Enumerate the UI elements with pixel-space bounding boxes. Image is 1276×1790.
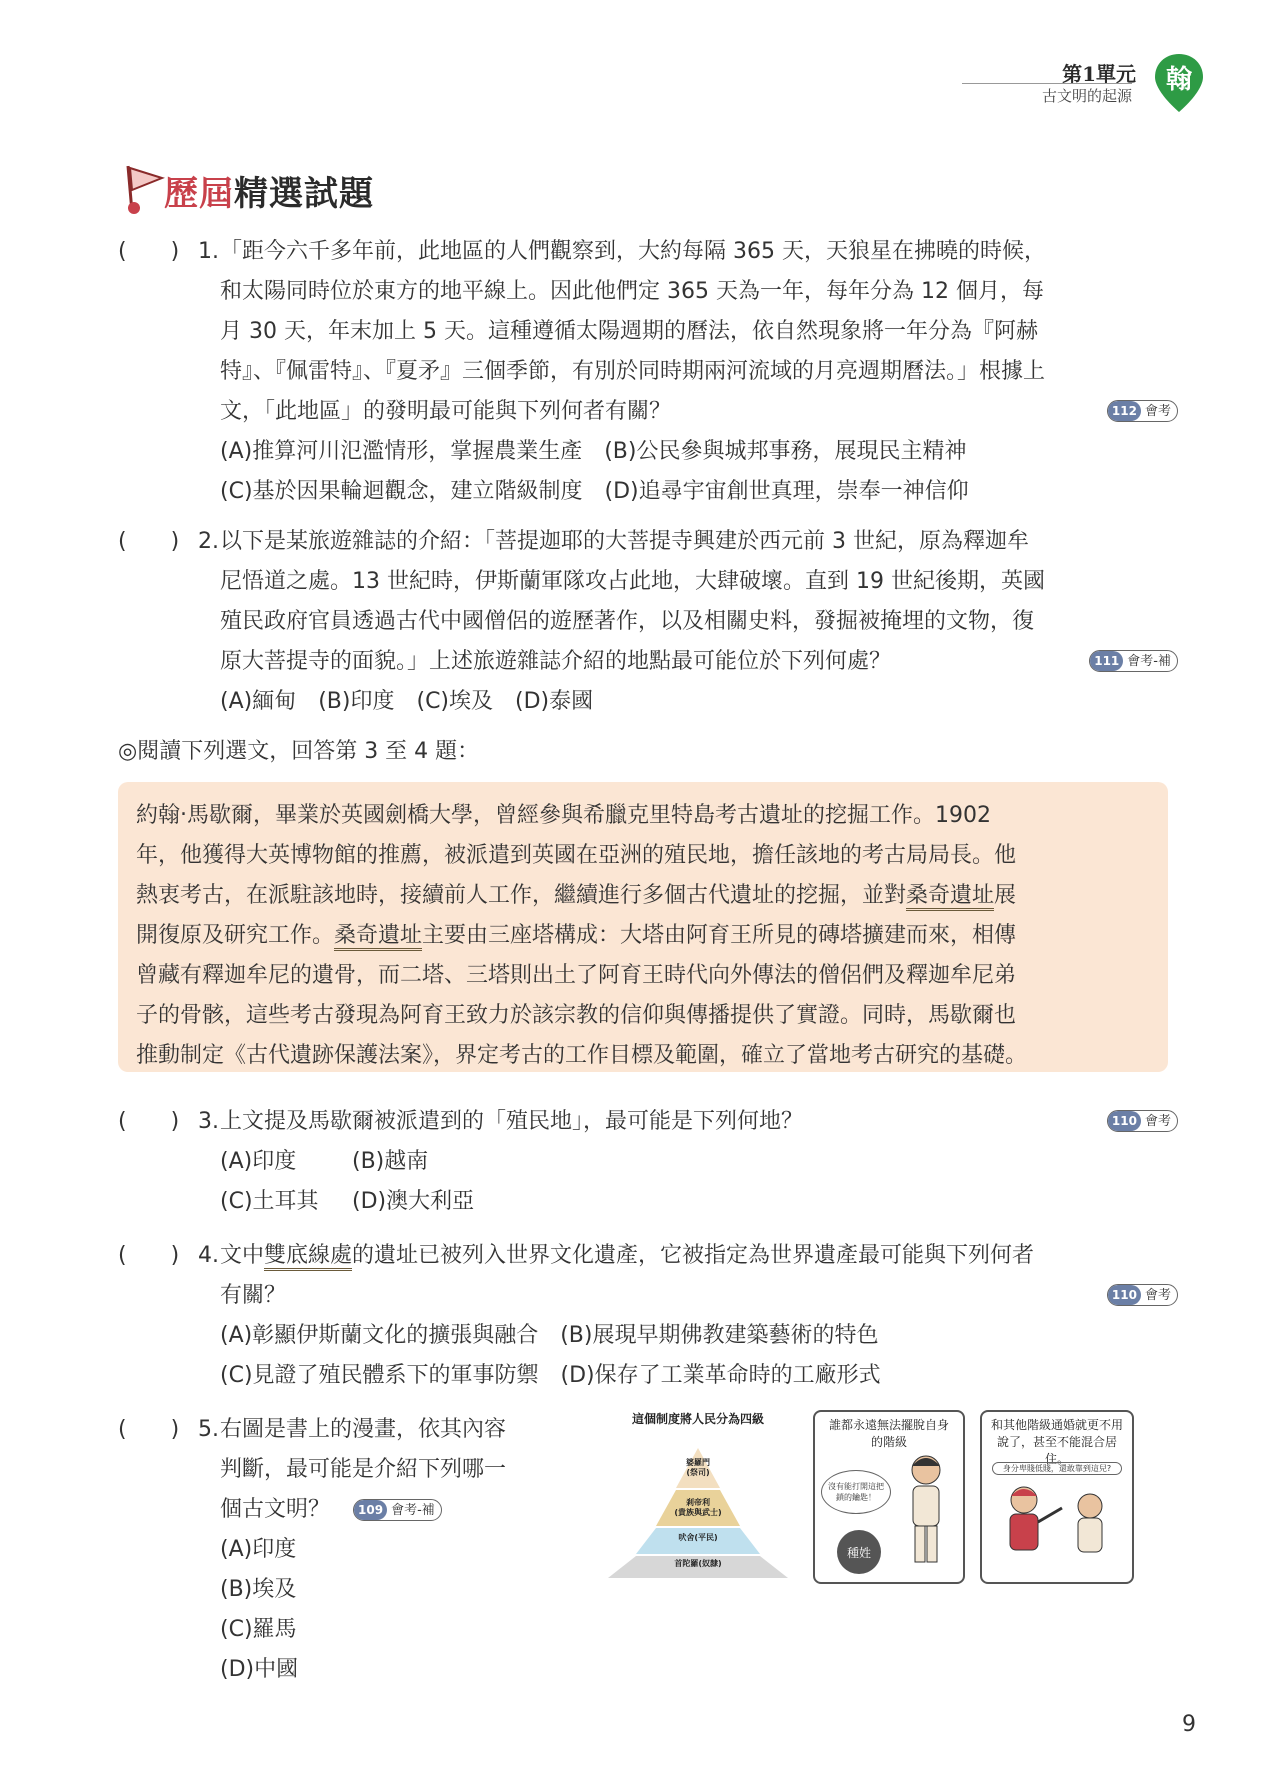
question-2 xyxy=(118,522,1178,722)
option-row xyxy=(220,1142,1178,1182)
exam-source-tag: 112 會考 xyxy=(1107,400,1178,422)
option-row xyxy=(220,682,1178,722)
option-d[interactable]: (D)泰國 xyxy=(515,689,594,714)
q4-line: 文中雙底線處的遺址已被列入世界文化遺產，它被指定為世界遺產最可能與下列何者 xyxy=(220,1236,1178,1276)
q1-line: 和太陽同時位於東方的地平線上。因此他們定 365 天為一年，每年分為 12 個月，每 xyxy=(220,279,1044,304)
reading-intro: ◎閱讀下列選文，回答第 3 至 4 題： xyxy=(118,739,480,764)
option-b[interactable]: (B)越南 xyxy=(352,1149,429,1174)
comic-panel-1 xyxy=(813,1410,965,1584)
question-number: 1. xyxy=(198,239,219,264)
panel2-speech-bubble: 身分卑賤低賤，還敢靠到這兒? xyxy=(992,1462,1122,1475)
publisher-badge-icon xyxy=(1152,52,1206,112)
passage-line: 開復原及研究工作。桑奇遺址主要由三座塔構成：大塔由阿育王所見的磚塔擴建而來，相傳 xyxy=(136,916,1150,956)
option-c[interactable]: (C)基於因果輪迴觀念，建立階級制度 xyxy=(220,479,583,504)
q2-line: 以下是某旅遊雜誌的介紹：「菩提迦耶的大菩提寺興建於西元前 3 世紀，原為釋迦牟 xyxy=(220,529,1029,554)
comic-panel-2 xyxy=(980,1410,1134,1584)
option-a[interactable]: (A)推算河川氾濫情形，掌握農業生產 xyxy=(220,439,583,464)
unit-title: 第1單元 xyxy=(1062,62,1136,86)
pyramid-title: 這個制度將人民分為四級 xyxy=(631,1412,764,1426)
option-row xyxy=(220,472,1178,512)
option-d[interactable]: (D)追尋宇宙創世真理，崇奉一神信仰 xyxy=(604,479,969,504)
tier-brahmin: 婆羅門 (祭司) xyxy=(686,1458,710,1477)
option-b[interactable]: (B)印度 xyxy=(318,689,395,714)
exam-source-tag: 111 會考-補 xyxy=(1089,650,1178,672)
question-number: 4. xyxy=(198,1243,219,1268)
option-c[interactable]: (C)見證了殖民體系下的軍事防禦 xyxy=(220,1363,539,1388)
option-row xyxy=(220,1356,1178,1396)
q2-line: 尼悟道之處。13 世紀時，伊斯蘭軍隊攻占此地，大肆破壞。直到 19 世紀後期，英國 xyxy=(220,569,1045,594)
q1-line: 「距今六千多年前，此地區的人們觀察到，大約每隔 365 天，天狼星在拂曉的時候， xyxy=(220,239,1046,264)
passage-line: 年，他獲得大英博物館的推薦，被派遣到英國在亞洲的殖民地，擔任該地的考古局局長。他 xyxy=(136,843,1017,868)
q4-line: 有關？ 110 會考 xyxy=(220,1276,1178,1316)
q1-line: 月 30 天，年末加上 5 天。這種遵循太陽週期的曆法，依自然現象將一年分為『阿赫 xyxy=(220,319,1038,344)
option-d[interactable]: (D)澳大利亞 xyxy=(352,1189,475,1214)
chasing-people-icon xyxy=(982,1478,1132,1578)
q5-line: 右圖是書上的漫畫，依其內容 xyxy=(220,1417,507,1442)
page-number: 9 xyxy=(1182,1712,1196,1737)
tier-vaishya: 吠舍(平民) xyxy=(678,1533,718,1542)
q1-line: 特』、『佩雷特』、『夏矛』三個季節，有別於同時期兩河流域的月亮週期曆法。」根據上 xyxy=(220,359,1046,384)
option-b[interactable]: (B)埃及 xyxy=(220,1577,297,1602)
option-c[interactable]: (C)羅馬 xyxy=(220,1617,297,1642)
answer-blank[interactable]: ( ) xyxy=(118,1109,180,1134)
tier-kshatriya: 剎帝利 (貴族與武士) xyxy=(674,1498,722,1517)
question-number: 5. xyxy=(198,1417,219,1442)
answer-blank[interactable]: ( ) xyxy=(118,1243,180,1268)
caste-pyramid-illustration xyxy=(598,1410,798,1582)
answer-blank[interactable]: ( ) xyxy=(118,529,180,554)
q5-line: 判斷，最可能是介紹下列哪一 xyxy=(220,1457,507,1482)
option-d[interactable]: (D)中國 xyxy=(220,1657,299,1682)
passage-line: 熱衷考古，在派駐該地時，接續前人工作，繼續進行多個古代遺址的挖掘，並對桑奇遺址展 xyxy=(136,876,1150,916)
exam-source-tag: 110 會考 xyxy=(1107,1284,1178,1306)
exam-source-tag: 109 會考-補 xyxy=(353,1499,442,1521)
question-number: 2. xyxy=(198,529,219,554)
option-b[interactable]: (B)展現早期佛教建築藝術的特色 xyxy=(560,1323,879,1348)
panel2-caption: 和其他階級通婚就更不用說了，甚至不能混合居住。 xyxy=(990,1418,1123,1466)
double-underline-mark: 雙底線處 xyxy=(264,1243,352,1271)
option-a[interactable]: (A)印度 xyxy=(220,1537,297,1562)
unit-subtitle: 古文明的起源 xyxy=(1041,87,1132,105)
q1-line: 文，「此地區」的發明最可能與下列何者有關？ 112 會考 xyxy=(220,392,1178,432)
q5-line: 個古文明？ 109 會考-補 xyxy=(220,1490,598,1530)
passage-line: 曾藏有釋迦牟尼的遺骨，而二塔、三塔則出土了阿育王時代向外傳法的僧侶們及釋迦牟尼弟 xyxy=(136,963,1017,988)
section-title xyxy=(122,162,442,222)
reading-passage xyxy=(118,782,1168,1072)
chained-person-icon xyxy=(891,1452,961,1572)
option-c[interactable]: (C)土耳其 xyxy=(220,1189,319,1214)
tier-shudra: 首陀羅(奴隸) xyxy=(674,1559,722,1568)
option-a[interactable]: (A)印度 xyxy=(220,1149,297,1174)
caste-ball: 種姓 xyxy=(837,1530,881,1574)
option-a[interactable]: (A)緬甸 xyxy=(220,689,297,714)
answer-blank[interactable]: ( ) xyxy=(118,1417,180,1442)
option-d[interactable]: (D)保存了工業革命時的工廠形式 xyxy=(560,1363,881,1388)
flag-icon xyxy=(122,162,166,216)
passage-line: 子的骨骸，這些考古發現為阿育王致力於該宗教的信仰與傳播提供了實證。同時，馬歇爾也 xyxy=(136,1003,1017,1028)
option-row xyxy=(220,432,1178,472)
q2-line: 殖民政府官員透過古代中國僧侶的遊歷著作，以及相關史料，發掘被掩埋的文物，復 xyxy=(220,609,1035,634)
option-c[interactable]: (C)埃及 xyxy=(416,689,494,714)
header-divider xyxy=(962,83,1132,84)
passage-line: 推動制定《古代遺跡保護法案》，界定考古的工作目標及範圍，確立了當地考古研究的基礎。 xyxy=(136,1043,1028,1068)
double-underline-sanchi: 桑奇遺址 xyxy=(334,923,422,951)
section-heading: 歷屆精選試題 xyxy=(164,174,374,214)
q2-line: 原大菩提寺的面貌。」上述旅遊雜誌介紹的地點最可能位於下列何處？ 111 會考-補 xyxy=(220,642,1178,682)
option-row xyxy=(220,1316,1178,1356)
passage-line: 約翰‧馬歇爾，畢業於英國劍橋大學，曾經參與希臘克里特島考古遺址的挖掘工作。1902 xyxy=(136,803,991,828)
q3-line: 上文提及馬歇爾被派遣到的「殖民地」，最可能是下列何地？ 110 會考 xyxy=(220,1102,1178,1142)
double-underline-sanchi: 桑奇遺址 xyxy=(906,883,994,911)
question-3 xyxy=(118,1102,1178,1222)
option-row xyxy=(220,1182,1178,1222)
question-number: 3. xyxy=(198,1109,219,1134)
exam-source-tag: 110 會考 xyxy=(1107,1110,1178,1132)
option-a[interactable]: (A)彰顯伊斯蘭文化的擴張與融合 xyxy=(220,1323,539,1348)
option-b[interactable]: (B)公民參與城邦事務，展現民主精神 xyxy=(604,439,967,464)
badge-char: 翰 xyxy=(1165,65,1192,95)
question-1 xyxy=(118,232,1178,512)
answer-blank[interactable]: ( ) xyxy=(118,239,180,264)
panel1-caption: 誰都永遠無法擺脫自身的階級 xyxy=(828,1418,949,1449)
question-5 xyxy=(118,1410,598,1690)
unit-header xyxy=(822,52,1222,112)
question-4 xyxy=(118,1236,1178,1396)
panel1-speech-bubble: 沒有能打開這把鎖的鑰匙！ xyxy=(821,1470,891,1514)
